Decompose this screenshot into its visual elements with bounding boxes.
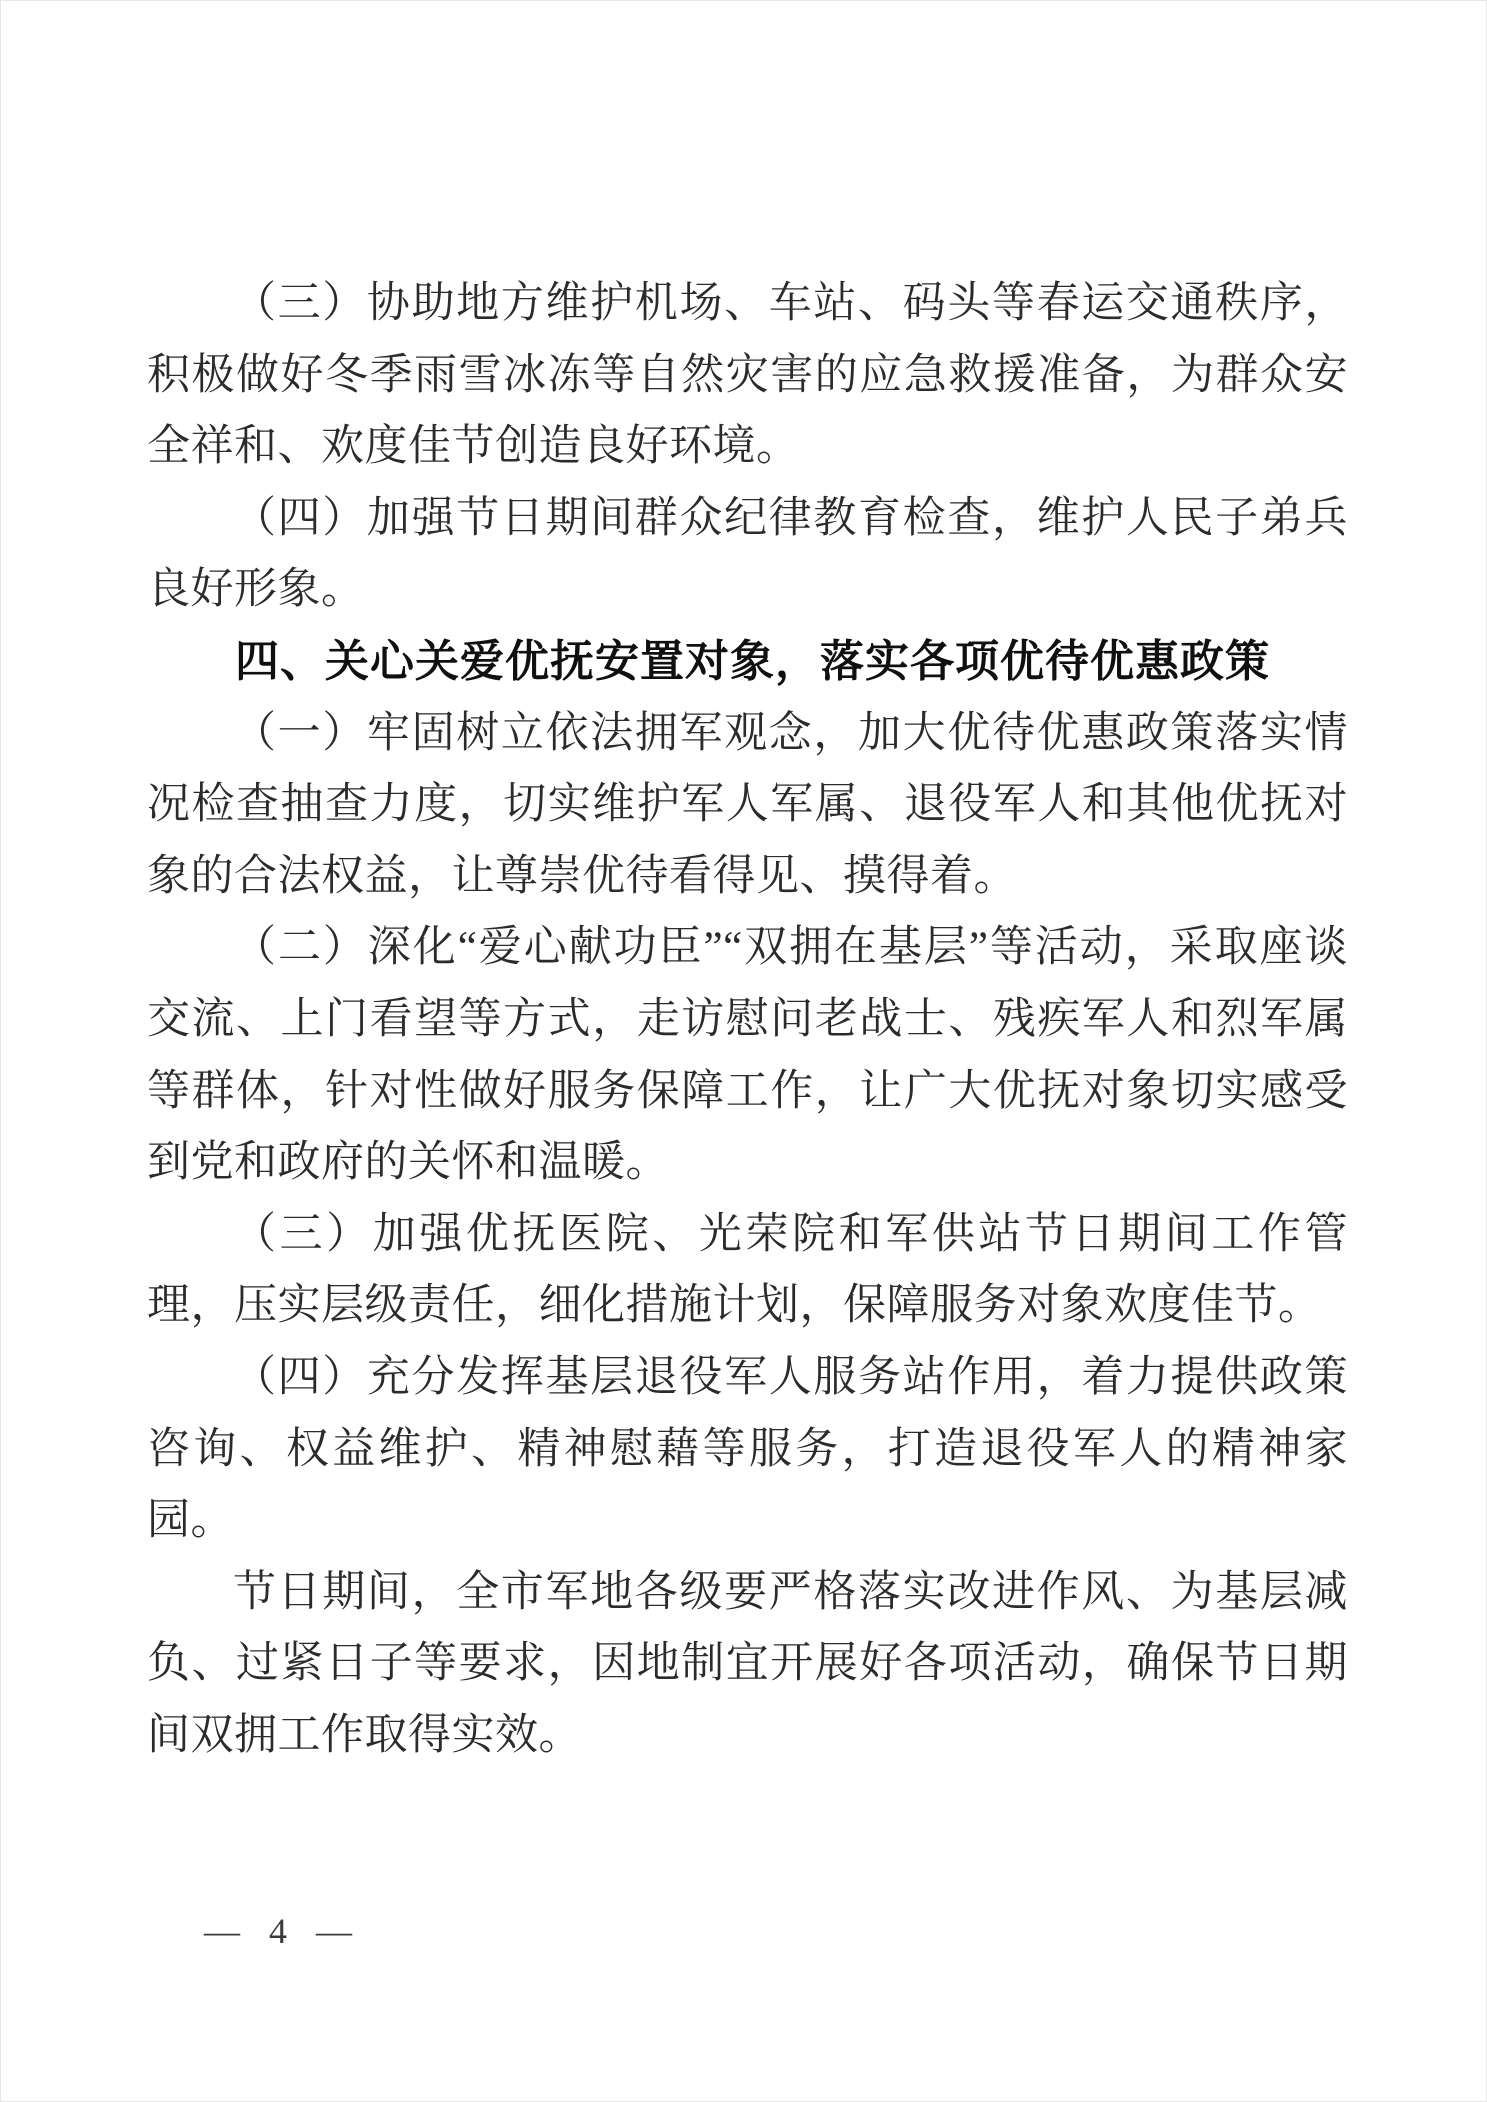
paragraph-item-3-assist-transport: （三）协助地方维护机场、车站、码头等春运交通秩序，积极做好冬季雨雪冰冻等自然灾害的应急救援准备，为群众安全祥和、欢度佳节创造良好环境。 <box>147 280 1348 471</box>
paragraph-item-3-hospital-management: （三）加强优抚医院、光荣院和军供站节日期间工作管理，压实层级责任，细化措施计划，保障服务对象欢度佳节。 <box>147 1210 1348 1330</box>
paragraph-closing-requirements: 节日期间，全市军地各级要严格落实改进作风、为基层减负、过紧日子等要求，因地制宜开展好各项活动，确保节日期间双拥工作取得实效。 <box>147 1568 1348 1759</box>
paragraph-item-4-service-station: （四）充分发挥基层退役军人服务站作用，着力提供政策咨询、权益维护、精神慰藉等服务，打造退役军人的精神家园。 <box>147 1353 1348 1545</box>
page-number: — 4 — <box>204 1911 362 1951</box>
paragraph-item-1-legal-support: （一）牢固树立依法拥军观念，加大优待优惠政策落实情况检查抽查力度，切实维护军人军属、退役军人和其他优抚对象的合法权益，让尊崇优待看得见、摸得着。 <box>147 709 1348 900</box>
paragraph-item-4-discipline-education: （四）加强节日期间群众纪律教育检查，维护人民子弟兵良好形象。 <box>147 494 1348 614</box>
document-body <box>147 268 1348 1771</box>
paragraph-item-2-visit-veterans: （二）深化“爱心献功臣”“双拥在基层”等活动，采取座谈交流、上门看望等方式，走访慰问老战士、残疾军人和烈军属等群体，针对性做好服务保障工作，让广大优抚对象切实感受到党和政府的关怀和温暖。 <box>147 924 1348 1187</box>
section-heading-four: 四、关心关爱优抚安置对象，落实各项优待优惠政策 <box>235 636 1270 686</box>
